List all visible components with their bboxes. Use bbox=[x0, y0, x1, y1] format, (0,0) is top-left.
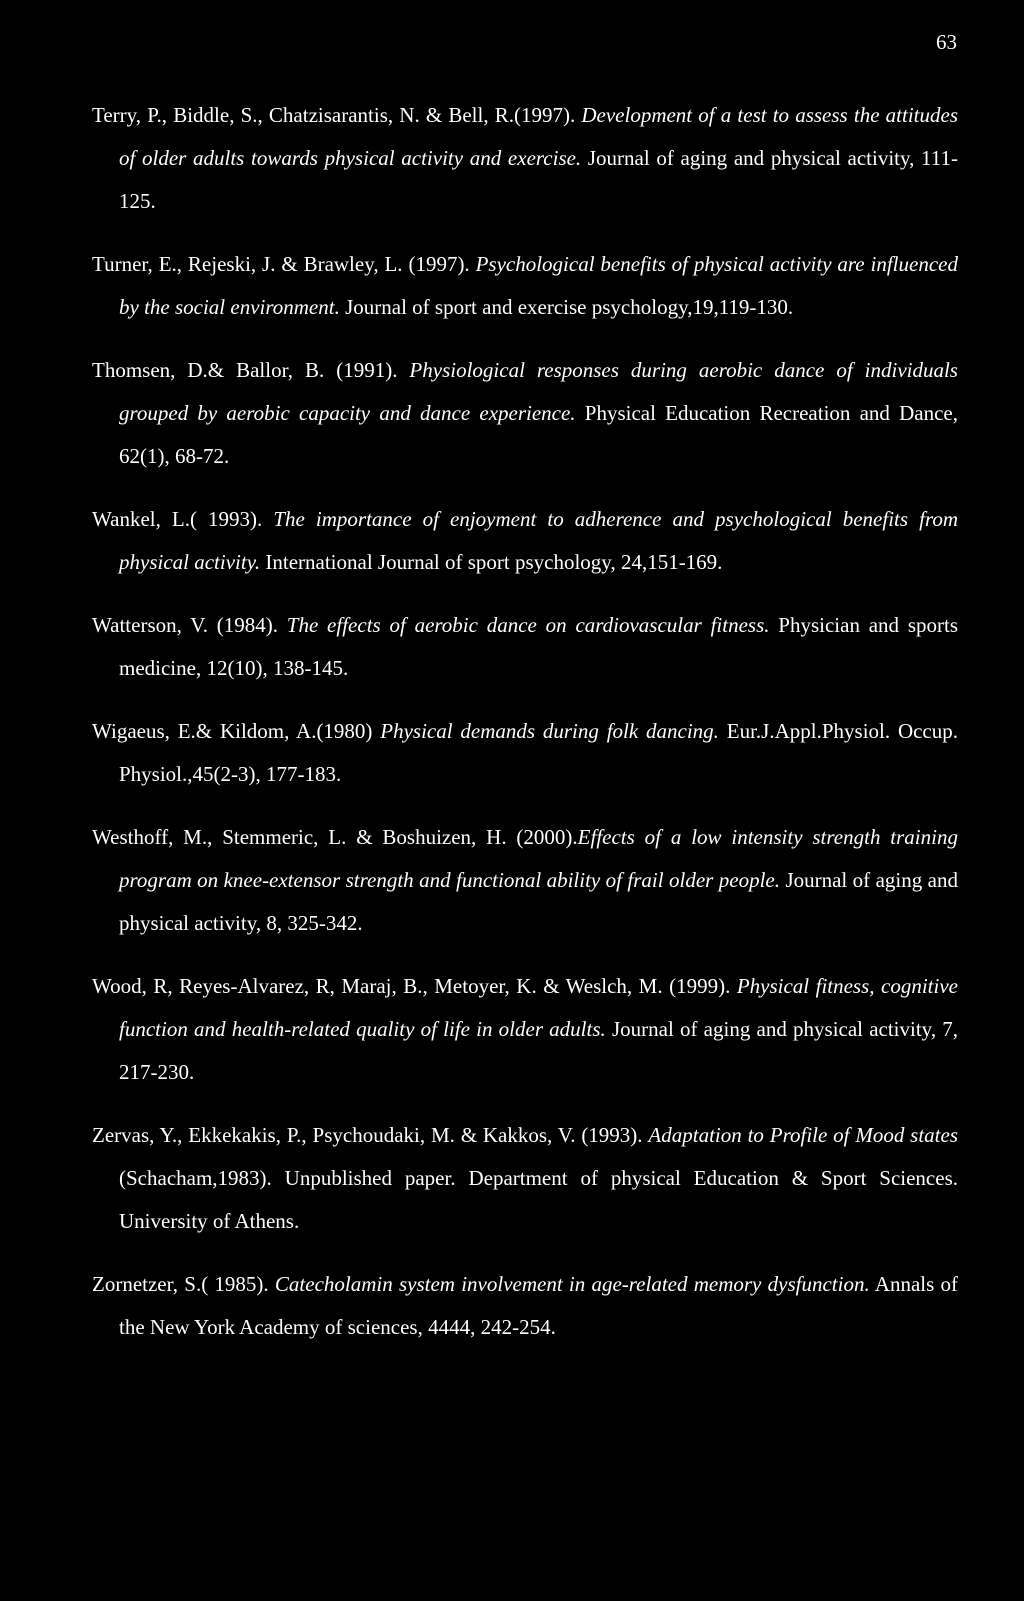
reference-title: The importance of enjoyment to adherence and psychological benefits from physical activity. bbox=[119, 507, 959, 574]
reference-title: Catecholamin system involvement in age-related memory dysfunction. bbox=[274, 1272, 870, 1296]
reference-entry bbox=[92, 498, 958, 584]
reference-source: Journal of aging and physical activity, 111-125. bbox=[119, 146, 958, 213]
reference-entry bbox=[92, 965, 958, 1094]
reference-authors: Wigaeus, E.& Kildom, A.(1980) bbox=[92, 719, 381, 743]
reference-entry bbox=[92, 816, 958, 945]
reference-source: Journal of aging and physical activity, 8, 325-342. bbox=[119, 868, 959, 935]
reference-authors: Thomsen, D.& Ballor, B. (1991). bbox=[92, 358, 410, 382]
reference-title: Adaptation to Profile of Mood states bbox=[648, 1123, 959, 1147]
reference-entry bbox=[92, 349, 958, 478]
reference-authors: Wood, R, Reyes-Alvarez, R, Maraj, B., Metoyer, K. & Weslch, M. (1999). bbox=[92, 974, 737, 998]
reference-entry bbox=[92, 243, 958, 329]
reference-title: Physical fitness, cognitive function and health-related quality of life in older adults. bbox=[119, 974, 958, 1041]
reference-entry bbox=[92, 1263, 958, 1349]
reference-title: Physiological responses during aerobic dance of individuals grouped by aerobic capacity and dance experience. bbox=[119, 358, 958, 425]
reference-source: Journal of aging and physical activity, 7, 217-230. bbox=[119, 1017, 959, 1084]
reference-source: Journal of sport and exercise psychology,19,119-130. bbox=[339, 295, 794, 319]
reference-entry bbox=[92, 94, 958, 223]
reference-title: The effects of aerobic dance on cardiovascular fitness. bbox=[286, 613, 770, 637]
reference-list bbox=[92, 94, 958, 1369]
reference-authors: Wankel, L.( 1993). bbox=[92, 507, 274, 531]
reference-source: Annals of the New York Academy of sciences, 4444, 242-254. bbox=[119, 1272, 959, 1339]
reference-authors: Westhoff, M., Stemmeric, L. & Boshuizen, H. (2000). bbox=[92, 825, 578, 849]
reference-authors: Terry, P., Biddle, S., Chatzisarantis, N. & Bell, R.(1997). bbox=[92, 103, 582, 127]
reference-title: Psychological benefits of physical activity are influenced by the social environment. bbox=[119, 252, 958, 319]
reference-entry bbox=[92, 710, 958, 796]
reference-source: (Schacham,1983). Unpublished paper. Department of physical Education & Sport Sciences. University of Athens. bbox=[119, 1166, 958, 1233]
reference-authors: Watterson, V. (1984). bbox=[92, 613, 287, 637]
reference-entry bbox=[92, 604, 958, 690]
reference-title: Physical demands during folk dancing. bbox=[380, 719, 719, 743]
reference-authors: Turner, E., Rejeski, J. & Brawley, L. (1997). bbox=[92, 252, 476, 276]
reference-source: Physician and sports medicine, 12(10), 138-145. bbox=[119, 613, 959, 680]
reference-entry bbox=[92, 1114, 958, 1243]
reference-source: Eur.J.Appl.Physiol. Occup. Physiol.,45(2-3), 177-183. bbox=[119, 719, 958, 786]
reference-authors: Zornetzer, S.( 1985). bbox=[92, 1272, 275, 1296]
reference-title: Effects of a low intensity strength training program on knee-extensor strength and functional ability of frail older people. bbox=[119, 825, 958, 892]
page-number: 63 bbox=[936, 30, 957, 54]
reference-source: International Journal of sport psychology, 24,151-169. bbox=[260, 550, 723, 574]
reference-title: Development of a test to assess the attitudes of older adults towards physical activity and exercise. bbox=[119, 103, 958, 170]
reference-authors: Zervas, Y., Ekkekakis, P., Psychoudaki, M. & Kakkos, V. (1993). bbox=[92, 1123, 649, 1147]
reference-source: Physical Education Recreation and Dance, 62(1), 68-72. bbox=[119, 401, 959, 468]
